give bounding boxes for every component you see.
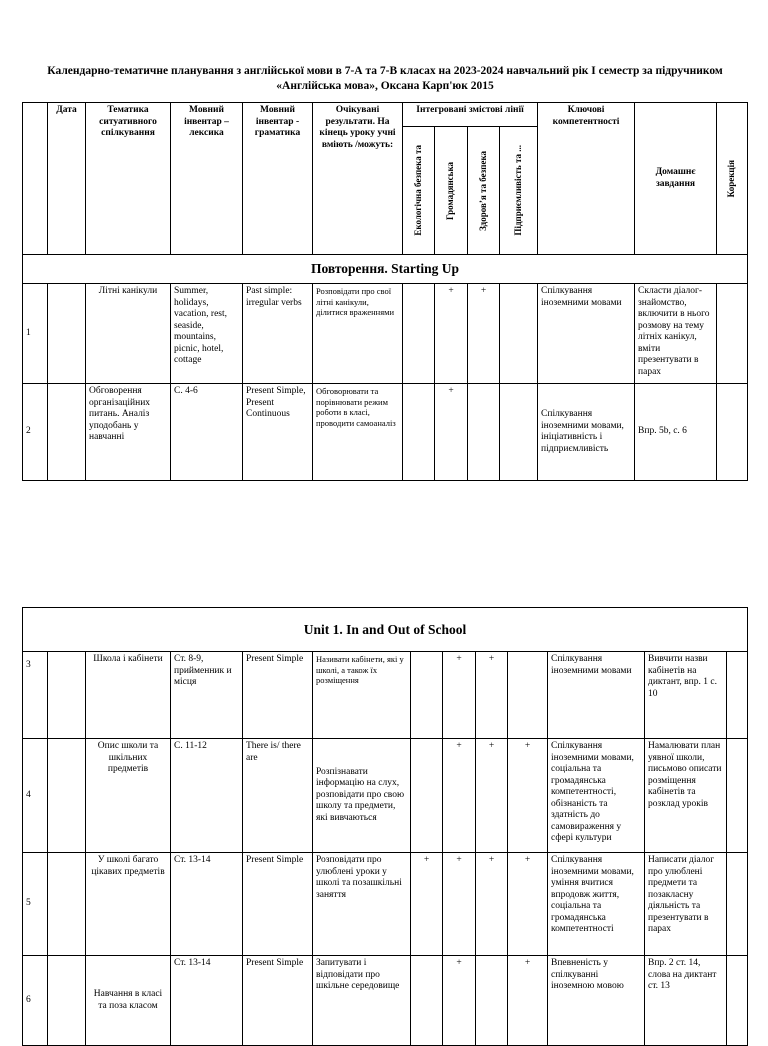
header-health: Здоров’я та безпека bbox=[468, 127, 500, 255]
row-enterprise: + bbox=[508, 853, 548, 956]
row-number: 4 bbox=[23, 739, 48, 853]
row-enterprise bbox=[500, 384, 538, 481]
row-lexis: Summer, holidays, vacation, rest, seaside, mountains, picnic, hotel, cottage bbox=[171, 284, 243, 384]
row-eco bbox=[411, 739, 443, 853]
header-enterprise: Підприємливість та ... bbox=[500, 127, 538, 255]
header-competences: Ключові компетентності bbox=[538, 103, 635, 255]
header-number bbox=[23, 103, 48, 255]
row-correction bbox=[717, 284, 748, 384]
row-homework: Вивчити назви кабінетів на диктант, впр. 1 с. 10 bbox=[645, 652, 727, 739]
header-homework: Домашнє завдання bbox=[635, 103, 717, 255]
row-date bbox=[48, 284, 86, 384]
header-integrated: Інтегровані змістові лінії bbox=[403, 103, 538, 127]
row-eco bbox=[411, 956, 443, 1046]
row-number: 1 bbox=[23, 284, 48, 384]
row-topic: Опис школи та шкільних предметів bbox=[86, 739, 171, 853]
row-eco bbox=[411, 652, 443, 739]
row-enterprise bbox=[508, 652, 548, 739]
planning-table-2 bbox=[22, 607, 748, 1046]
row-results: Називати кабінети, які у школі, а також їх розміщення bbox=[313, 652, 411, 739]
row-enterprise: + bbox=[508, 956, 548, 1046]
header-results: Очікувані результати. На кінець уроку учні вміють /можуть: bbox=[313, 103, 403, 255]
document-title: Календарно-тематичне планування з англійської мови в 7-А та 7-В класах на 2023-2024 навчальний рік І семестр за підручником «Англійська мова», Оксана Карп'юк 2015 bbox=[47, 65, 723, 92]
row-civic: + bbox=[443, 652, 476, 739]
row-competences: Впевненість у спілкуванні іноземною мовою bbox=[548, 956, 645, 1046]
row-date bbox=[48, 956, 86, 1046]
row-homework: Намалювати план уявної школи, письмово описати розміщення кабінетів та розклад уроків bbox=[645, 739, 727, 853]
header-correction: Корекція bbox=[717, 103, 748, 255]
table-row bbox=[23, 284, 748, 384]
table-row bbox=[23, 853, 748, 956]
row-correction bbox=[727, 652, 748, 739]
row-lexis: С. 11-12 bbox=[171, 739, 243, 853]
row-health bbox=[468, 384, 500, 481]
row-health: + bbox=[476, 652, 508, 739]
row-health: + bbox=[468, 284, 500, 384]
row-grammar: Present Simple bbox=[243, 652, 313, 739]
table-row bbox=[23, 652, 748, 739]
section-title-starting-up: Повторення. Starting Up bbox=[23, 255, 748, 284]
row-health: + bbox=[476, 739, 508, 853]
row-correction bbox=[727, 956, 748, 1046]
table-row bbox=[23, 739, 748, 853]
row-civic: + bbox=[443, 739, 476, 853]
header-civic: Громадянська bbox=[435, 127, 468, 255]
row-competences: Спілкування іноземними мовами, ініціативність і підприємливість bbox=[538, 384, 635, 481]
row-civic: + bbox=[435, 384, 468, 481]
row-homework: Написати діалог про улюблені предмети та позакласну діяльність та презентувати в парах bbox=[645, 853, 727, 956]
row-number: 3 bbox=[23, 652, 48, 739]
row-correction bbox=[727, 853, 748, 956]
row-grammar: Present Simple, Present Continuous bbox=[243, 384, 313, 481]
row-enterprise bbox=[500, 284, 538, 384]
row-competences: Спілкування іноземними мовами bbox=[538, 284, 635, 384]
row-lexis: С. 4-6 bbox=[171, 384, 243, 481]
row-grammar: Present Simple bbox=[243, 956, 313, 1046]
row-number: 6 bbox=[23, 956, 48, 1046]
row-lexis: Ст. 13-14 bbox=[171, 853, 243, 956]
row-date bbox=[48, 652, 86, 739]
row-civic: + bbox=[443, 853, 476, 956]
row-grammar: There is/ there are bbox=[243, 739, 313, 853]
row-results: Розповідати про свої літні канікули, ділитися враженнями bbox=[313, 284, 403, 384]
row-competences: Спілкування іноземними мовами bbox=[548, 652, 645, 739]
row-results: Обговорювати та порівнювати режим роботи в класі, проводити самоаналіз bbox=[313, 384, 403, 481]
row-topic: Навчання в класі та поза класом bbox=[86, 956, 171, 1046]
row-number: 2 bbox=[23, 384, 48, 481]
row-results: Розповідати про улюблені уроки у школі та позашкільні заняття bbox=[313, 853, 411, 956]
row-eco bbox=[403, 284, 435, 384]
header-lexis: Мовний інвентар – лексика bbox=[171, 103, 243, 255]
header-grammar: Мовний інвентар - граматика bbox=[243, 103, 313, 255]
row-results: Запитувати і відповідати про шкільне середовище bbox=[313, 956, 411, 1046]
row-results: Розпізнавати інформацію на слух, розповідати про свою школу та предмети, які вивчаються bbox=[313, 739, 411, 853]
row-topic: Школа і кабінети bbox=[86, 652, 171, 739]
table-row bbox=[23, 384, 748, 481]
row-eco: + bbox=[411, 853, 443, 956]
row-correction bbox=[717, 384, 748, 481]
row-eco bbox=[403, 384, 435, 481]
row-homework: Впр. 5b, с. 6 bbox=[635, 384, 717, 481]
row-homework: Скласти діалог-знайомство, включити в нього розмову на тему літніх канікул, вміти презентувати в парах bbox=[635, 284, 717, 384]
planning-table-1 bbox=[22, 102, 748, 481]
row-health bbox=[476, 956, 508, 1046]
row-correction bbox=[727, 739, 748, 853]
row-homework: Впр. 2 ст. 14, слова на диктант ст. 13 bbox=[645, 956, 727, 1046]
row-grammar: Present Simple bbox=[243, 853, 313, 956]
row-topic: У школі багато цікавих предметів bbox=[86, 853, 171, 956]
row-grammar: Past simple: irregular verbs bbox=[243, 284, 313, 384]
row-competences: Спілкування іноземними мовами, уміння вчитися впродовж життя, соціальна та громадянська компетентності bbox=[548, 853, 645, 956]
row-number: 5 bbox=[23, 853, 48, 956]
header-eco: Екологічна безпека та bbox=[403, 127, 435, 255]
row-topic: Літні канікули bbox=[86, 284, 171, 384]
header-date: Дата bbox=[48, 103, 86, 255]
row-lexis: Ст. 13-14 bbox=[171, 956, 243, 1046]
section-title-unit-1: Unit 1. In and Out of School bbox=[23, 608, 748, 652]
row-enterprise: + bbox=[508, 739, 548, 853]
row-date bbox=[48, 384, 86, 481]
row-date bbox=[48, 853, 86, 956]
row-civic: + bbox=[435, 284, 468, 384]
header-topic: Тематика ситуативного спілкування bbox=[86, 103, 171, 255]
row-health: + bbox=[476, 853, 508, 956]
row-civic: + bbox=[443, 956, 476, 1046]
row-date bbox=[48, 739, 86, 853]
row-competences: Спілкування іноземними мовами, соціальна та громадянська компетентності, обізнаність та здатність до самовираження у сфері культури bbox=[548, 739, 645, 853]
row-topic: Обговорення організаційних питань. Аналіз уподобань у навчанні bbox=[86, 384, 171, 481]
row-lexis: Ст. 8-9, прийменник и місця bbox=[171, 652, 243, 739]
table-row bbox=[23, 956, 748, 1046]
